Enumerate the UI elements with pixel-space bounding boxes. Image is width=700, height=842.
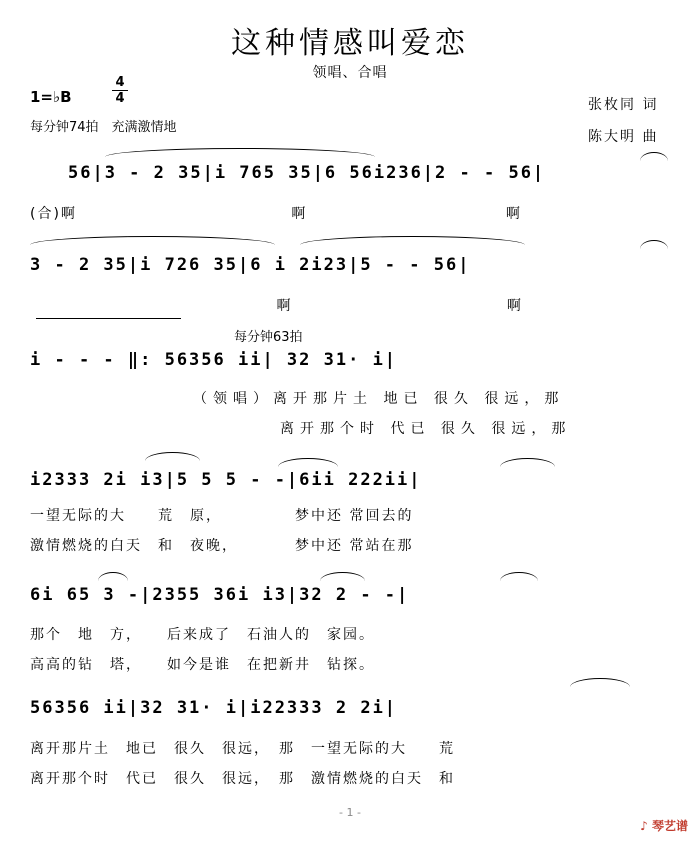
tempo-marking: 每分钟74拍 充满激情地 (30, 120, 177, 135)
phrase-slur (640, 240, 668, 249)
lyricist-credit: 张枚同 词 (588, 97, 659, 113)
notation-line: 6i 65 3 -|2355 36i i3|32 2 - -| (30, 585, 410, 605)
phrase-slur (300, 236, 525, 245)
phrase-slur (640, 152, 668, 161)
lyric-verse-2: 离开那个时 代已 很久 很远，那 (140, 421, 572, 437)
notation-line: i2333 2i i3|5 5 5 - -|6ii 222ii| (30, 470, 422, 490)
meter-bottom: 4 (112, 90, 128, 106)
phrase-slur (105, 148, 375, 157)
notation-line: 3 - 2 35|i 726 35|6 i 2i23|5 - - 56| (30, 255, 471, 275)
lyric-line: 啊 啊 (30, 298, 523, 314)
extension-line (36, 318, 181, 319)
notation-line: i - - - ‖: 56356 ii| 32 31· i| (30, 350, 398, 370)
lyric-verse-1: 离开那片土 地已 很久 很远， 那 一望无际的大 荒 (30, 741, 455, 757)
lyric-verse-1: （领唱）离开那片土 地已 很久 很远，那 (140, 391, 565, 407)
music-note-icon: ♪ (640, 819, 648, 833)
tie-slur (278, 458, 338, 467)
lyric-verse-1: 那个 地 方， 后来成了 石油人的 家园。 (30, 627, 375, 643)
lyric-verse-2: 离开那个时 代已 很久 很远， 那 激情燃烧的白天 和 (30, 771, 455, 787)
tempo-change: 每分钟63拍 (234, 330, 303, 345)
phrase-slur (570, 678, 630, 687)
song-title: 这种情感叫爱恋 (231, 26, 469, 61)
time-signature (112, 75, 128, 106)
composer-credit: 陈大明 曲 (588, 129, 659, 145)
lyric-line: (合)啊 啊 啊 (30, 206, 522, 222)
watermark-logo (640, 817, 688, 834)
lyric-verse-2: 高高的钻 塔， 如今是谁 在把新井 钻探。 (30, 657, 375, 673)
phrase-slur (98, 572, 128, 581)
phrase-slur (320, 572, 365, 581)
meter-top: 4 (115, 75, 125, 90)
page-number: - 1 - (339, 806, 361, 819)
phrase-slur (500, 572, 538, 581)
watermark-text: 琴艺谱 (651, 819, 688, 833)
notation-line: 56356 ii|32 31· i|i22333 2 2i| (30, 698, 398, 718)
notation-line: 56|3 - 2 35|i 765 35|6 56i236|2 - - 56| (68, 163, 546, 183)
key-signature: 1=♭B (30, 88, 72, 106)
song-subtitle: 领唱、合唱 (312, 65, 388, 81)
phrase-slur (30, 236, 275, 245)
lyric-verse-2: 激情燃烧的白天 和 夜晚， 梦中还 常站在那 (30, 538, 414, 554)
phrase-slur (145, 452, 200, 461)
lyric-verse-1: 一望无际的大 荒 原， 梦中还 常回去的 (30, 508, 414, 524)
phrase-slur (500, 458, 555, 467)
